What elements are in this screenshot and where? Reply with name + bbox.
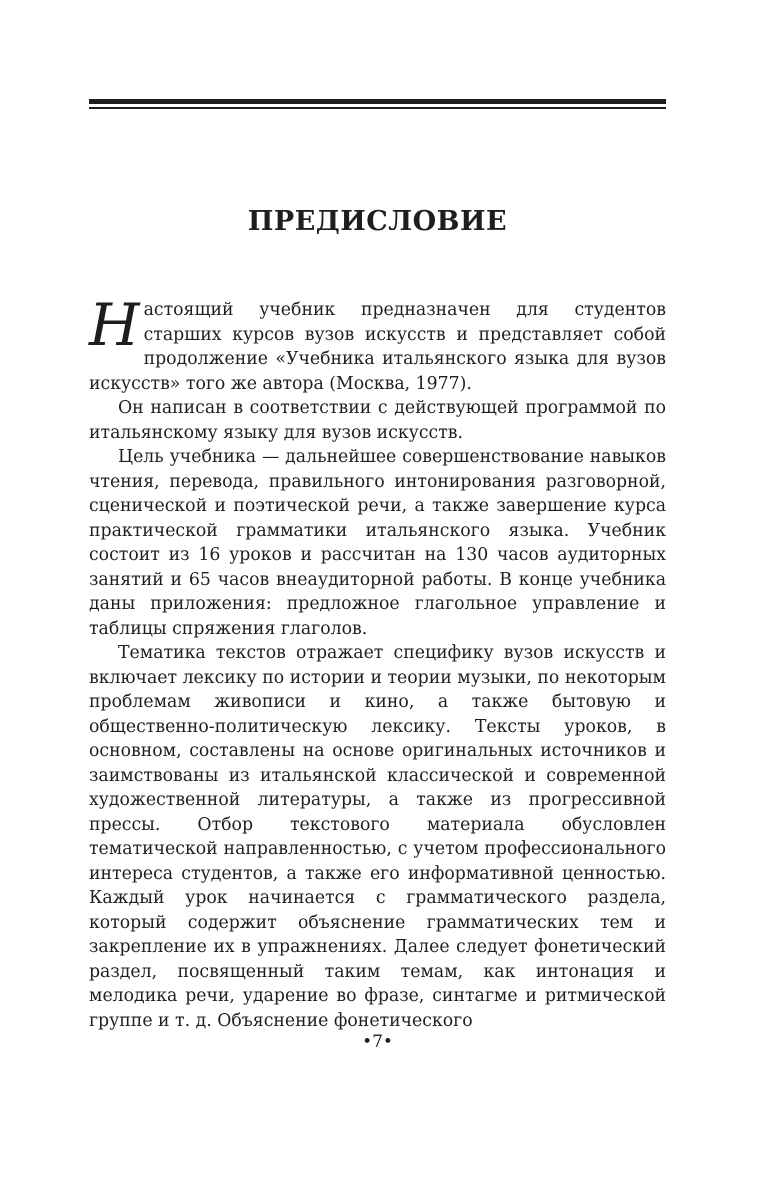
page-title: ПРЕДИСЛОВИЕ: [247, 206, 508, 237]
paragraph-1: Настоящий учебник предназначен для студентов старших курсов вузов искусств и представляет собой продолжение «Учебника итальянского языка для вузов искусств» того же автора (Москва, 1977).: [89, 291, 666, 394]
page-number: •7•: [362, 1032, 393, 1052]
paragraph-3: Цель учебника — дальнейшее совершенствование навыков чтения, перевода, правильного интонирования разговорной, сценической и поэтической речи, а также завершение курса практической грамматики итальянского языка. Учебник состоит из 16 уроков и рассчитан на 130 часов аудиторных занятий и 65 часов внеаудиторной работы. В конце учебника даны приложения: предложное глагольное управление и таблицы спряжения глаголов.: [89, 447, 666, 639]
body-text: [89, 291, 666, 1033]
paragraph-2: Он написан в соответствии с действующей программой по итальянскому языку для вузов искусств.: [89, 398, 666, 443]
paragraph-4: Тематика текстов отражает специфику вузов искусств и включает лексику по истории и теории музыки, по некоторым проблемам живописи и кино, а также бытовую и общественно-политическую лексику. Тексты уроков, в основном, составлены на основе оригинальных источников и заимствованы из итальянской классической и современной художественной литературы, а также из прогрессивной прессы. Отбор текстового материала обусловлен тематической направленностью, с учетом профессионального интереса студентов, а также его информативной ценностью. Каждый урок начинается с грамматического раздела, который содержит объяснение грамматических тем и закрепление их в упражнениях. Далее следует фонетический раздел, посвященный таким темам, как интонация и мелодика речи, ударение во фразе, синтагме и ритмической группе и т. д. Объяснение фонетического: [89, 643, 666, 1031]
header-rule-thin: [89, 107, 666, 109]
drop-cap: Н: [89, 291, 140, 359]
header-rule-thick: [89, 99, 666, 104]
